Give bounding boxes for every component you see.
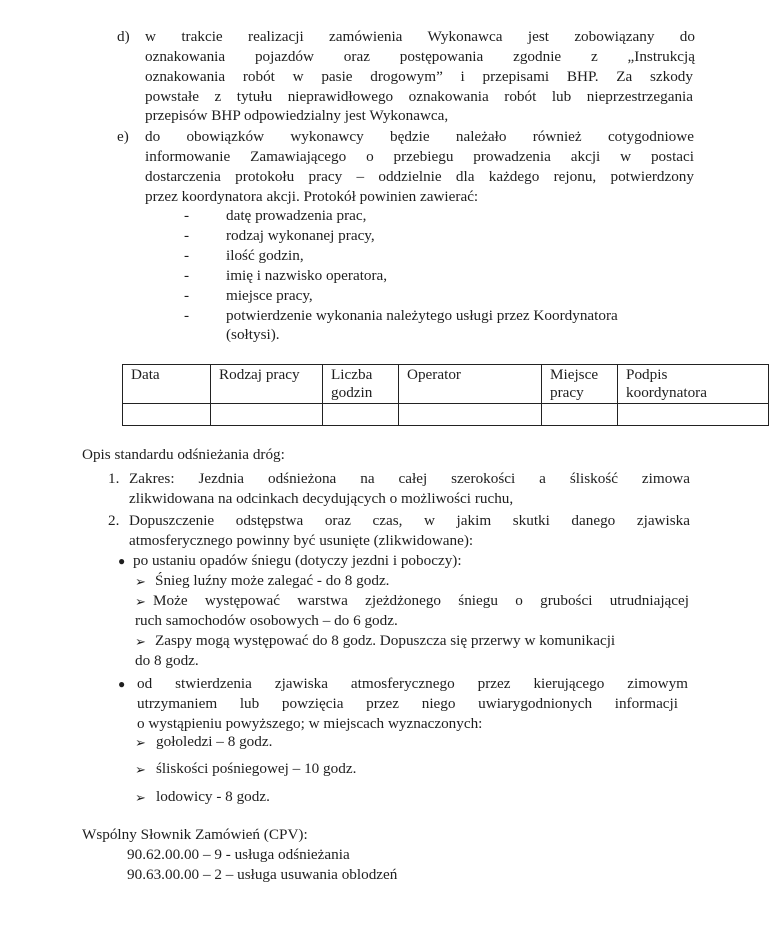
item-e-line: informowanie Zamawiającego o przebiegu prowadzenia akcji w postaci <box>145 148 694 165</box>
arrow-bullet-icon: ➢ <box>135 634 146 649</box>
bullet-icon: ● <box>118 677 126 691</box>
point-number: 2. <box>108 512 120 529</box>
item-d-line: przepisów BHP odpowiedzialny jest Wykonawca, <box>145 107 449 124</box>
point-line: Dopuszczenie odstępstwa oraz czas, w jakim skutki danego zjawiska <box>129 512 690 529</box>
cpv-code: 90.63.00.00 – 2 – usługa usuwania oblodzeń <box>127 866 398 883</box>
table-cell <box>618 404 769 426</box>
table-header-cell: Podpis koordynatora <box>618 365 769 404</box>
protocol-list-item: ilość godzin, <box>226 247 304 264</box>
arrow-bullet-icon: ➢ <box>135 594 146 609</box>
list-dash: - <box>184 227 190 244</box>
case-rule: ruch samochodów osobowych – do 6 godz. <box>135 612 398 629</box>
case-title: po ustaniu opadów śniegu (dotyczy jezdni i poboczy): <box>133 552 462 569</box>
item-d-line: powstałe z tytułu nieprawidłowego oznakowania robót lub nieprzestrzegania <box>145 88 693 105</box>
case-rule: Zaspy mogą występować do 8 godz. Dopuszcza się przerwy w komunikacji <box>155 632 616 649</box>
item-d-line: oznakowania robót w pasie drogowym” i przepisami BHP. Za szkody <box>145 68 693 85</box>
table-cell <box>123 404 211 426</box>
table-cell <box>542 404 618 426</box>
point-line: zlikwidowana na odcinkach decydujących o możliwości ruchu, <box>129 490 514 507</box>
item-e-line: przez koordynatora akcji. Protokół powinien zawierać: <box>145 188 479 205</box>
protocol-list-item-cont: (sołtysi). <box>226 326 280 343</box>
table-header-cell: Liczba godzin <box>323 365 399 404</box>
table-header-row <box>123 365 769 404</box>
case-rule: do 8 godz. <box>135 652 199 669</box>
table-header-cell: Data <box>123 365 211 404</box>
table-header-cell: Miejsce pracy <box>542 365 618 404</box>
item-d-marker: d) <box>117 28 130 45</box>
table-header-cell: Rodzaj pracy <box>211 365 323 404</box>
protocol-list-item: potwierdzenie wykonania należytego usługi przez Koordynatora <box>226 307 618 324</box>
arrow-bullet-icon: ➢ <box>135 574 146 589</box>
arrow-bullet-icon: ➢ <box>135 790 146 805</box>
arrow-bullet-icon: ➢ <box>135 762 146 777</box>
case-rule: gołoledzi – 8 godz. <box>156 733 273 750</box>
protocol-list-item: rodzaj wykonanej pracy, <box>226 227 375 244</box>
case-line: od stwierdzenia zjawiska atmosferycznego przez kierującego zimowym <box>137 675 688 692</box>
protocol-list-item: imię i nazwisko operatora, <box>226 267 388 284</box>
cpv-heading: Wspólny Słownik Zamówień (CPV): <box>82 826 308 843</box>
case-rule: śliskości pośniegowej – 10 godz. <box>156 760 357 777</box>
case-line: utrzymaniem lub powzięcia przez niego uwiarygodnionych informacji <box>137 695 678 712</box>
arrow-bullet-icon: ➢ <box>135 735 146 750</box>
table-cell <box>323 404 399 426</box>
case-rule: lodowicy - 8 godz. <box>156 788 270 805</box>
table-row <box>123 404 769 426</box>
table-header-cell: Operator <box>399 365 542 404</box>
list-dash: - <box>184 207 190 224</box>
bullet-icon: ● <box>118 554 126 568</box>
item-e-line: dostarczenia protokołu pracy – oddzielnie dla każdego rejonu, potwierdzony <box>145 168 694 185</box>
cpv-code: 90.62.00.00 – 9 - usługa odśnieżania <box>127 846 350 863</box>
list-dash: - <box>184 287 190 304</box>
list-dash: - <box>184 267 190 284</box>
item-d-line: oznakowania pojazdów oraz postępowania zgodnie z „Instrukcją <box>145 48 695 65</box>
case-rule: Może występować warstwa zjeżdżonego śniegu o grubości utrudniającej <box>153 592 689 609</box>
protocol-list-item: datę prowadzenia prac, <box>226 207 367 224</box>
point-line: Zakres: Jezdnia odśnieżona na całej szerokości a śliskość zimowa <box>129 470 690 487</box>
protocol-list-item: miejsce pracy, <box>226 287 313 304</box>
item-e-line: do obowiązków wykonawcy będzie należało również cotygodniowe <box>145 128 694 145</box>
point-number: 1. <box>108 470 120 487</box>
protocol-table <box>122 364 769 426</box>
item-e-marker: e) <box>117 128 129 145</box>
section-heading: Opis standardu odśnieżania dróg: <box>82 446 285 463</box>
case-rule: Śnieg luźny może zalegać - do 8 godz. <box>155 572 390 589</box>
table-cell <box>211 404 323 426</box>
list-dash: - <box>184 307 190 324</box>
case-line: o wystąpieniu powyższego; w miejscach wyznaczonych: <box>137 715 483 732</box>
list-dash: - <box>184 247 190 264</box>
point-line: atmosferycznego powinny być usunięte (zlikwidowane): <box>129 532 474 549</box>
item-d-line: w trakcie realizacji zamówienia Wykonawca jest zobowiązany do <box>145 28 695 45</box>
table-cell <box>399 404 542 426</box>
